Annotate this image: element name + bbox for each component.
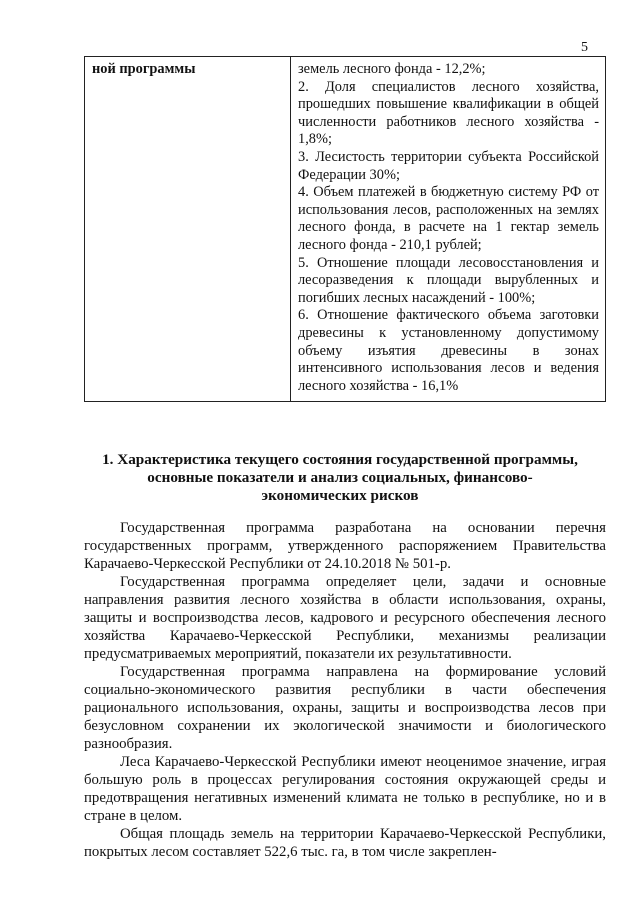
paragraph: Государственная программа направлена на формирование условий социально-экономического развития республики в части обеспечения рационального использования, охраны, защиты и воспроизводства лесов при безусловном сохранении их экологической значимости и биологического разнообразия. [84,664,606,752]
body-text [84,519,606,861]
indicator-item: 4. Объем платежей в бюджетную систему РФ от использования лесов, расположенных на землях лесного фонда, в расчете на 1 гектар земель лесного фонда - 210,1 рублей; [298,184,599,253]
table-left-cell: ной программы [85,57,291,402]
indicators-table [84,56,606,402]
table-row [85,57,606,402]
indicator-item: 2. Доля специалистов лесного хозяйства, прошедших повышение квалификации в общей численности работников лесного хозяйства - 1,8%; [298,78,599,148]
paragraph: Государственная программа разработана на основании перечня государственных программ, утвержденного распоряжением Правительства Карачаево-Черкесской Республики от 24.10.2018 № 501-р. [84,520,606,572]
section-title: 1. Характеристика текущего состояния государственной программы, основные показатели и анализ социальных, финансово-экономических рисков [102,451,578,504]
table-right-cell [291,57,606,402]
indicator-item: 3. Лесистость территории субъекта Российской Федерации 30%; [298,148,599,183]
indicator-item: 6. Отношение фактического объема заготовки древесины к установленному допустимому объему изъятия древесины в зонах интенсивного использования лесов и ведения лесного хозяйства - 16,1% [298,307,599,394]
indicator-item: земель лесного фонда - 12,2%; [298,61,486,77]
paragraph: Государственная программа определяет цели, задачи и основные направления развития лесного хозяйства в области использования, охраны, защиты и воспроизводства лесов, кадрового и ресурсного обеспечения лесного хозяйства Карачаево-Черкесской Республики, механизмы реализации предусматриваемых мероприятий, показатели их результативности. [84,574,606,662]
paragraph: Общая площадь земель на территории Карачаево-Черкесской Республики, покрытых лесом составляет 522,6 тыс. га, в том числе закреплен- [84,826,606,860]
page-number: 5 [581,40,588,55]
indicator-item: 5. Отношение площади лесовосстановления и лесоразведения к площади вырубленных и погибших лесных насаждений - 100%; [298,254,599,306]
paragraph: Леса Карачаево-Черкесской Республики имеют неоценимое значение, играя большую роль в процессах регулирования состояния окружающей среды и предотвращения негативных изменений климата не только в республике, но и в стране в целом. [84,754,606,824]
